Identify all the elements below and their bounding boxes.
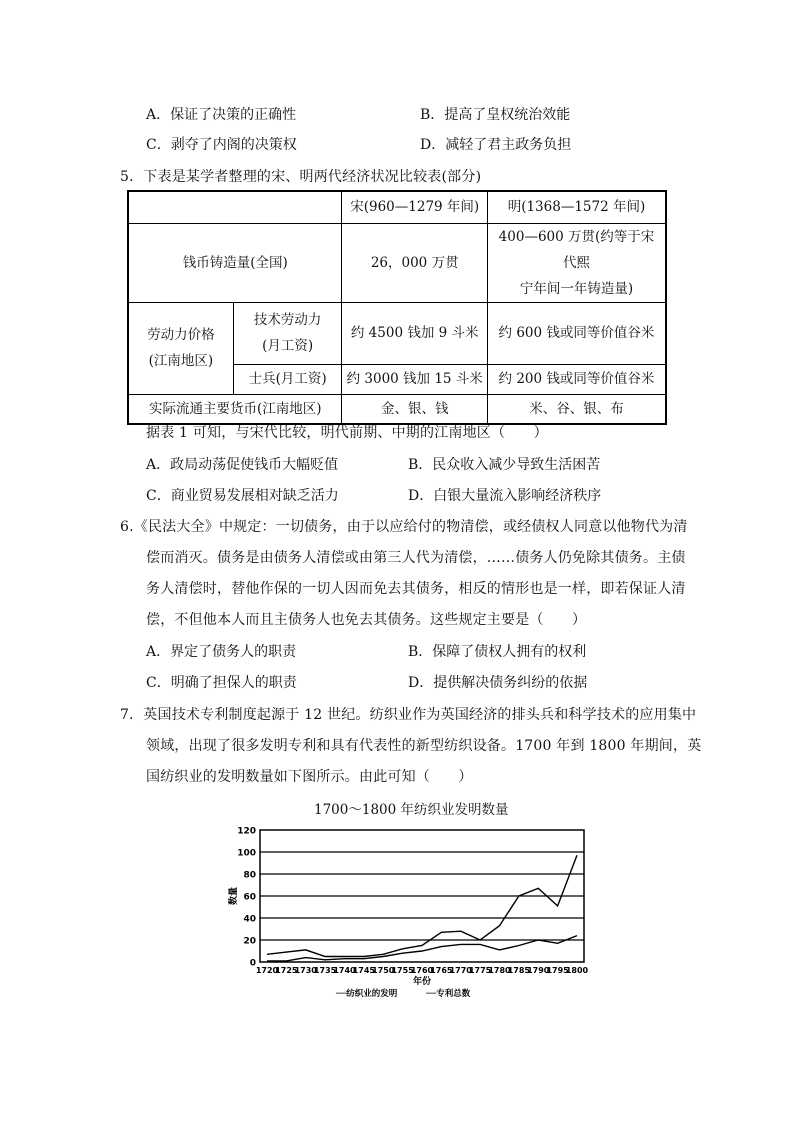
x-tick-label: 1765 — [430, 966, 453, 975]
q4-option-d: D．减轻了君主政务负担 — [420, 137, 572, 153]
q4-option-c: C．剥夺了内阁的决策权 — [146, 137, 297, 153]
q5-option-d: D．白银大量流入影响经济秩序 — [408, 488, 602, 504]
x-axis-label: 年份 — [412, 977, 432, 987]
x-tick-label: 1780 — [488, 966, 511, 975]
q5-option-b: B．民众收入减少导致生活困苦 — [408, 457, 601, 473]
table-labor-label-line1: 劳动力价格 — [147, 327, 215, 343]
q4-option-a: A．保证了决策的正确性 — [146, 107, 297, 123]
table-header-song: 宋(960—1279 年间) — [342, 191, 487, 223]
y-tick-label: 100 — [237, 848, 256, 859]
x-tick-label: 1750 — [372, 966, 395, 975]
q6-option-a: A．界定了债务人的职责 — [146, 644, 297, 660]
x-tick-label: 1745 — [352, 966, 376, 975]
x-tick-label: 1790 — [527, 966, 550, 975]
table-coin-label: 钱币铸造量(全国) — [128, 223, 342, 302]
x-tick-label: 1800 — [565, 966, 589, 975]
q7-line1: 7．英国技术专利制度起源于 12 世纪。纺织业作为英国经济的排头兵和科学技术的应用集中 — [120, 707, 697, 723]
x-tick-label: 1760 — [410, 966, 434, 975]
q5-option-c: C．商业贸易发展相对缺乏活力 — [146, 488, 339, 504]
q6-line1: 6.《民法大全》中规定：一切债务，由于以应给付的物清偿，或经债权人同意以他物代为清 — [120, 519, 688, 535]
q6-line2: 偿而消灭。债务是由债务人清偿或由第三人代为清偿，……债务人仍免除其债务。主债 — [146, 550, 686, 566]
chart-title: 1700～1800 年纺织业发明数量 — [314, 802, 509, 818]
table-labor-label — [128, 302, 233, 394]
q6-line3: 务人清偿时，替他作保的一切人因而免去其债务，相反的情形也是一样，即若保证人清 — [146, 581, 686, 597]
q6-option-c: C．明确了担保人的职责 — [146, 675, 297, 691]
x-tick-label: 1720 — [255, 966, 279, 975]
y-tick-label: 80 — [243, 870, 256, 881]
x-tick-label: 1755 — [391, 966, 414, 975]
invention-line-chart — [222, 822, 602, 1012]
x-tick-label: 1775 — [468, 966, 492, 975]
table-tech-label-line1: 技术劳动力 — [253, 312, 322, 328]
y-tick-label: 40 — [243, 914, 256, 925]
legend-item-invention: ──纺织业的发明 — [336, 989, 398, 999]
table-soldier-song: 约 3000 钱加 15 斗米 — [342, 364, 487, 394]
table-currency-ming: 米、谷、银、布 — [487, 394, 666, 424]
q6-option-b: B．保障了债权人拥有的权利 — [408, 644, 587, 660]
x-tick-label: 1735 — [313, 966, 337, 975]
table-tech-ming: 约 600 钱或同等价值谷米 — [487, 302, 666, 364]
x-tick-label: 1725 — [275, 966, 298, 975]
legend-item-patent: ──专利总数 — [426, 989, 471, 999]
table-header-ming: 明(1368—1572 年间) — [487, 191, 666, 223]
economy-comparison-table — [127, 190, 667, 425]
y-tick-label: 120 — [237, 826, 256, 837]
table-labor-label-line2: (江南地区) — [148, 353, 214, 369]
q4-option-b: B．提高了皇权统治效能 — [420, 107, 571, 123]
table-corner-cell — [128, 191, 342, 223]
table-coin-ming — [487, 223, 666, 302]
q7-line2: 领域，出现了很多发明专利和具有代表性的新型纺织设备。1700 年到 1800 年期间，英 — [146, 738, 702, 754]
table-currency-label: 实际流通主要货币(江南地区) — [128, 394, 342, 424]
x-tick-label: 1740 — [333, 966, 356, 975]
x-tick-label: 1785 — [507, 966, 531, 975]
series-line — [267, 936, 577, 961]
q5-option-a: A．政局动荡促使钱币大幅贬值 — [146, 457, 339, 473]
table-soldier-ming: 约 200 钱或同等价值谷米 — [487, 364, 666, 394]
y-axis-label: 数量 — [229, 886, 239, 906]
y-tick-label: 20 — [243, 936, 256, 947]
table-soldier-label: 士兵(月工资) — [233, 364, 342, 394]
y-tick-label: 0 — [249, 958, 256, 969]
q6-option-d: D．提供解决债务纠纷的依据 — [408, 675, 588, 691]
table-tech-song: 约 4500 钱加 9 斗米 — [342, 302, 487, 364]
q5-stem: 5．下表是某学者整理的宋、明两代经济状况比较表(部分) — [120, 169, 482, 185]
x-tick-label: 1795 — [546, 966, 569, 975]
table-coin-ming-line2: 宁年间一年铸造量) — [519, 280, 634, 297]
q7-line3: 国纺织业的发明数量如下图所示。由此可知（ ） — [146, 769, 473, 785]
x-tick-label: 1730 — [294, 966, 317, 975]
table-currency-song: 金、银、钱 — [342, 394, 487, 424]
table-coin-song: 26，000 万贯 — [342, 223, 487, 302]
table-coin-ming-line1: 400—600 万贯(约等于宋代熙 — [498, 228, 655, 271]
table-tech-label-line2: (月工资) — [262, 338, 314, 354]
q5-question: 据表 1 可知，与宋代比较，明代前期、中期的江南地区（ ） — [146, 425, 548, 441]
series-line — [267, 855, 577, 956]
y-tick-label: 60 — [243, 892, 256, 903]
x-tick-label: 1770 — [449, 966, 472, 975]
table-tech-label — [233, 302, 342, 364]
q6-line4: 偿，不但他本人而且主债务人也免去其债务。这些规定主要是（ ） — [146, 612, 587, 628]
